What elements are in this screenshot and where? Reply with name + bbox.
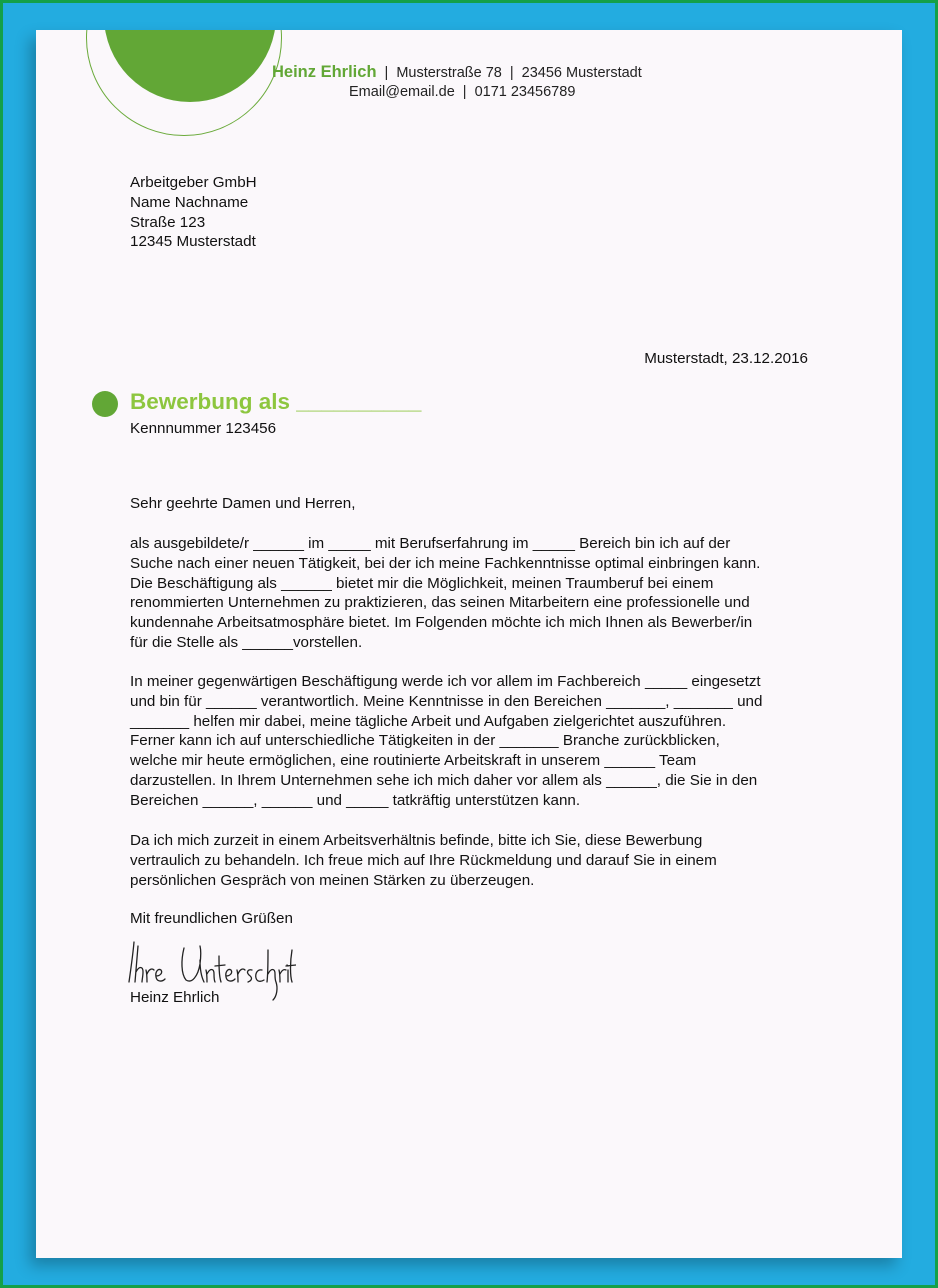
paragraph-1 (130, 534, 820, 653)
paragraph-line: Ferner kann ich auf unterschiedliche Tätigkeiten in der _______ Branche zurückblicken, (130, 732, 720, 750)
sender-line-2 (349, 84, 575, 100)
sender-email: Email@email.de (349, 84, 455, 100)
subject-title: Bewerbung als __________ (130, 389, 422, 414)
paragraph-line: In meiner gegenwärtigen Beschäftigung werde ich vor allem im Fachbereich _____ eingesetzt (130, 673, 761, 690)
recipient-company: Arbeitgeber GmbH (130, 174, 257, 191)
paragraph-line: und bin für ______ verantwortlich. Meine Kenntnisse in den Bereichen _______, _______ und (130, 692, 763, 710)
paragraph-line: welche mir heute ermöglichen, eine routinierte Arbeitskraft in unserem ______ Team (130, 752, 697, 770)
letter-date: Musterstadt, 23.12.2016 (644, 350, 808, 367)
paragraph-3 (130, 831, 820, 890)
recipient-city: 12345 Musterstadt (130, 233, 256, 251)
paragraph-2 (130, 672, 820, 811)
closing: Mit freundlichen Grüßen (130, 910, 293, 927)
paragraph-line: Da ich mich zurzeit in einem Arbeitsverhältnis befinde, bitte ich Sie, diese Bewerbung (130, 832, 703, 849)
paragraph-line: renommierten Unternehmen zu praktizieren, das seinen Mitarbeitern eine professionelle und (130, 594, 750, 612)
paragraph-line: für die Stelle als ______vorstellen. (130, 633, 363, 651)
paragraph-line: Suche nach einer neuen Tätigkeit, bei der ich meine Fachkenntnisse optimal einbringen kann. (130, 554, 761, 572)
separator: | (384, 65, 389, 81)
separator: | (462, 84, 467, 100)
sender-city: 23456 Musterstadt (521, 65, 642, 81)
subject-bullet-icon (92, 391, 118, 417)
sender-name: Heinz Ehrlich (272, 63, 377, 81)
reference-number: Kennnummer 123456 (130, 420, 277, 437)
sender-street: Musterstraße 78 (396, 65, 502, 81)
separator: | (509, 65, 514, 81)
paragraph-line: Bereichen ______, ______ und _____ tatkräftig unterstützen kann. (130, 791, 581, 809)
paragraph-line: Die Beschäftigung als ______ bietet mir die Möglichkeit, meinen Traumberuf bei einem (130, 574, 714, 592)
paragraph-line: vertraulich zu behandeln. Ich freue mich auf Ihre Rückmeldung und darauf Sie in einem (130, 851, 717, 869)
salutation: Sehr geehrte Damen und Herren, (130, 495, 356, 512)
paragraph-line: kundennahe Arbeitsatmosphäre bietet. Im Folgenden möchte ich mich Ihnen als Bewerber/in (130, 614, 753, 632)
sender-line-1 (272, 63, 642, 82)
recipient-address (130, 173, 257, 252)
recipient-street: Straße 123 (130, 213, 206, 231)
recipient-person: Name Nachname (130, 193, 249, 211)
paragraph-line: darzustellen. In Ihrem Unternehmen sehe ich mich daher vor allem als ______, die Sie in den (130, 771, 758, 789)
sender-phone: 0171 23456789 (474, 84, 576, 100)
paragraph-line: _______ helfen mir dabei, meine tägliche Arbeit und Aufgaben zielgerichtet auszuführen. (130, 712, 727, 730)
signer-name: Heinz Ehrlich (130, 989, 220, 1006)
paragraph-line: als ausgebildete/r ______ im _____ mit Berufserfahrung im _____ Bereich bin ich auf der (130, 535, 731, 552)
letter-page (36, 30, 902, 1258)
paragraph-line: persönlichen Gespräch von meinen Stärken zu überzeugen. (130, 871, 535, 889)
